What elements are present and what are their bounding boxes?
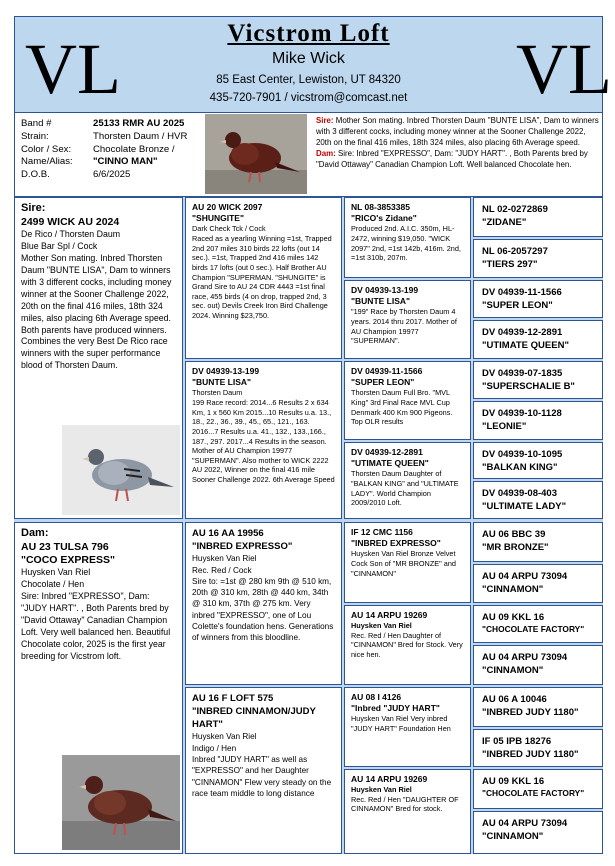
sire-description: Mother Son mating. Inbred Thorsten Daum "BUNTE LISA", Dam to winners with 3 different cocks, including money winner at the Sooner Challenge 2022, 20th on the final 416 miles, 18th 324 miles, also placing 6th Average speed. Both parents have produced winners. Combines the very Best De Rico race winners with the super performance blood of Thorsten Daum.: [21, 252, 172, 371]
ancestor-band: DV 04939-10-1128: [482, 408, 562, 419]
field-label: Strain:: [21, 130, 49, 142]
gg-grandparent-13: [473, 687, 603, 727]
ancestor-description: "199" Race by Thorsten Daum 4 years. 2014 thru 2017. Mother of AU Champion 19977 "SUPERMAN".: [351, 307, 457, 346]
ancestor-name: "CINNAMON": [482, 584, 544, 596]
alias-value: "CINNO MAN": [93, 156, 158, 168]
great-grandparent-1: [344, 197, 471, 278]
ancestor-description: 199 Race record: 2014...6 Results 2 x 634 Km, 1 x 560 Km 2015...10 Results u.a. 13., 18., 22., 36., 39., 45., 65., 121., 163. 2016...7 Results u.a. 41., 132., 133.,166., 187., 297. 2017...4 Results in the season. Mother of AU Champion 19977 "SUPERMAN". Also mother to WICK 2222 AU 2022, Winner on the final 416 mile Sooner Challenge 2022. 6th Average Speed: [192, 398, 335, 485]
ancestor-description: Rec. Red / Hen Daughter of "CINNAMON" Bred for Stock. Very nice hen.: [351, 630, 463, 660]
color-sex-value: Chocolate Bronze /: [93, 143, 175, 155]
grandparent-sire-dam: [185, 361, 342, 519]
field-label: Name/Alias:: [21, 156, 73, 168]
ancestor-strain: Huysken Van Riel: [192, 554, 257, 564]
ancestor-name: "CHOCOLATE FACTORY": [482, 624, 585, 635]
grandparent-sire-sire: [185, 197, 342, 359]
ancestor-band: DV 04939-07-1835: [482, 368, 563, 379]
gg-grandparent-1: [473, 197, 603, 237]
svg-text:VL: VL: [25, 29, 121, 109]
ancestor-name: "SUPER LEON": [351, 377, 415, 388]
ancestor-band: NL 02-0272869: [482, 204, 548, 215]
grandparent-dam-dam: [185, 687, 342, 854]
great-grandparent-2: [344, 280, 471, 359]
gg-grandparent-2: [473, 239, 603, 278]
loft-contact: 435-720-7901 / vicstrom@comcast.net: [209, 92, 408, 104]
grandparent-dam-sire: [185, 522, 342, 685]
ancestor-name: "CHOCOLATE FACTORY": [482, 788, 585, 799]
sire-strain: De Rico / Thorsten Daum: [21, 228, 121, 239]
ancestor-description: Thorsten Daum Full Bro. "MVL King" 3rd Final Race MVL Cup Denmark 400 Km 900 Pigeons. Top OLR results: [351, 388, 453, 427]
gg-grandparent-5: [473, 361, 603, 399]
ancestor-color-sex: Dark Check Tck / Cock: [192, 224, 266, 234]
ancestor-color-sex: Indigo / Hen: [192, 743, 237, 753]
ancestor-band: DV 04939-13-199: [192, 366, 260, 376]
field-label: Band #: [21, 118, 52, 129]
dam-name: "COCO EXPRESS": [21, 553, 115, 566]
great-grandparent-4: [344, 442, 471, 519]
ancestor-band: AU 04 ARPU 73094: [482, 571, 568, 582]
gg-grandparent-15: [473, 769, 603, 809]
great-grandparent-8: [344, 769, 471, 854]
ancestor-band: AU 06 BBC 39: [482, 529, 546, 540]
dam-note-text: Sire: Inbred "EXPRESSO", Dam: "JUDY HART". , Both Parents bred by "David Ottaway" Canadian Champion Loft. Well balanced Chocolate hen.: [316, 148, 588, 169]
ancestor-band: AU 04 ARPU 73094: [482, 652, 568, 663]
gg-grandparent-8: [473, 481, 603, 519]
dam-note-label: Dam:: [316, 148, 336, 158]
ancestor-name: "CINNAMON": [482, 665, 544, 677]
band-value: 25133 RMR AU 2025: [93, 118, 185, 129]
great-grandparent-6: [344, 605, 471, 685]
sire-color-sex: Blue Bar Spl / Cock: [21, 240, 98, 251]
ancestor-name: "UTIMATE QUEEN": [482, 340, 569, 352]
owner-name: Mike Wick: [272, 50, 345, 67]
strain-value: Thorsten Daum / HVR: [93, 130, 188, 142]
sire-heading: Sire:: [21, 202, 46, 214]
loft-title: Vicstrom Loft: [227, 20, 390, 47]
ancestor-strain: Huysken Van Riel: [351, 785, 412, 795]
ancestor-name: "Inbred "JUDY HART": [351, 703, 440, 714]
ancestor-band: NL 06-2057297: [482, 246, 548, 257]
ancestor-strain: Huysken Van Riel: [192, 732, 257, 742]
ancestor-description: Inbred "JUDY HART" as well as "EXPRESSO" and her Daughter "CINNAMON" Flew very steady on the race team middle to long distance: [192, 754, 332, 798]
great-grandparent-5: [344, 522, 471, 603]
ancestor-band: AU 09 KKL 16: [482, 612, 545, 623]
ancestor-strain: Thorsten Daum: [192, 388, 243, 398]
ancestor-name: "SUPERSCHALIE B": [482, 381, 575, 393]
ancestor-name: "INBRED EXPRESSO": [192, 541, 293, 553]
ancestor-name: "TIERS 297": [482, 259, 538, 271]
dam-color-sex: Chocolate / Hen: [21, 578, 85, 589]
ancestor-name: "ZIDANE": [482, 217, 527, 229]
ancestor-name: "SHUNGITE": [192, 213, 244, 224]
ancestor-description: Raced as a yearling Winning =1st, Trapped 2nd 207 miles 310 birds 22 lofts (out 14 sec.). =1st, Trapped 2nd 416 miles 142 birds 17 lofts (out 0 sec.). Half Brother AU Champion "SUPERMAN. "SHUNGITE" is Grand Sire to AU 24 CDR 4443 =1st final race, 455 birds (4 on drop, trapped 2nd, 3 sec. out) Devils Creek Iron Bird Challenge 2024. Winning $23,750.: [192, 234, 332, 321]
ancestor-band: AU 14 ARPU 19269: [351, 774, 428, 784]
ancestor-name: "INBRED JUDY 1180": [482, 749, 579, 761]
gg-grandparent-14: [473, 729, 603, 767]
ancestor-description: Huysken Van Riel Bronze Velvet Cock Son of "MR BRONZE" and "CINNAMON": [351, 549, 456, 578]
ancestor-name: "INBRED CINNAMON/JUDY HART": [192, 706, 316, 731]
ancestor-strain: Huysken Van Riel: [351, 621, 412, 631]
ancestor-name: "RICO's Zidane": [351, 213, 417, 224]
dam-heading: Dam:: [21, 527, 49, 539]
ancestor-description: Produced 2nd. A.I.C. 350m, HL-2472, winning $19,050. "WICK 2097" 2nd, =1st 142b, 416m. 2nd, =1st 310b, 207m.: [351, 224, 461, 263]
great-grandparent-7: [344, 687, 471, 767]
gg-grandparent-12: [473, 645, 603, 685]
ancestor-band: DV 04939-11-1566: [351, 366, 423, 376]
sire-band: 2499 WICK AU 2024: [21, 215, 120, 228]
ancestor-name: "MR BRONZE": [482, 542, 549, 554]
ancestor-name: "BUNTE LISA": [351, 296, 411, 307]
ancestor-band: AU 09 KKL 16: [482, 776, 545, 787]
ancestor-band: AU 16 AA 19956: [192, 528, 264, 539]
dam-bird-photo-icon: [62, 755, 180, 850]
dam-description: Sire: Inbred "EXPRESSO", Dam: "JUDY HART". , Both Parents bred by "David Ottaway" Canadian Champion Loft. Very well balanced hen. Beautiful Chocolate color, 2025 is the first year breeding for Vicstrom loft.: [21, 590, 171, 661]
ancestor-band: AU 08 I 4126: [351, 692, 402, 702]
ancestor-band: AU 14 ARPU 19269: [351, 610, 428, 620]
sire-note-text: Mother Son mating. Inbred Thorsten Daum "BUNTE LISA", Dam to winners with 3 different cocks, including money winner at the Sooner Challenge 2022, 20th on the final 416 miles, 18th 324 miles, also placing 6th Average speed.: [316, 116, 599, 147]
ancestor-color-sex: Rec. Red / Cock: [192, 565, 252, 575]
gg-grandparent-7: [473, 442, 603, 479]
great-grandparent-3: [344, 361, 471, 440]
ancestor-band: DV 04939-10-1095: [482, 449, 563, 460]
ancestor-band: DV 04939-12-2891: [351, 447, 423, 457]
gg-grandparent-4: [473, 320, 603, 359]
ancestor-band: AU 04 ARPU 73094: [482, 818, 568, 829]
ancestor-band: AU 20 WICK 2097: [192, 202, 263, 212]
ancestor-band: AU 06 A 10046: [482, 694, 547, 705]
ancestor-band: DV 04939-08-403: [482, 488, 557, 499]
subject-bird-photo-icon: [205, 114, 307, 194]
dam-band: AU 23 TULSA 796: [21, 540, 109, 553]
gg-grandparent-16: [473, 811, 603, 854]
gg-grandparent-6: [473, 401, 603, 440]
ancestor-description: Rec. Red / Hen "DAUGHTER OF CINNAMON" Bred for stock.: [351, 794, 459, 814]
ancestor-description: Huysken Van Riel Very inbred "JUDY HART" Foundation Hen: [351, 714, 451, 734]
ancestor-name: "UTIMATE QUEEN": [351, 458, 429, 469]
gg-grandparent-9: [473, 522, 603, 562]
loft-address: 85 East Center, Lewiston, UT 84320: [216, 74, 401, 86]
ancestor-band: DV 04939-12-2891: [482, 327, 563, 338]
ancestor-band: NL 08-3853385: [351, 202, 410, 212]
ancestor-band: DV 04939-13-199: [351, 285, 419, 295]
gg-grandparent-11: [473, 605, 603, 643]
ancestor-name: "SUPER LEON": [482, 300, 553, 312]
sire-bird-photo-icon: [62, 425, 180, 515]
header-banner: [14, 16, 612, 113]
gg-grandparent-10: [473, 564, 603, 603]
ancestor-band: IF 05 IPB 18276: [482, 736, 552, 747]
ancestor-name: "INBRED EXPRESSO": [351, 538, 441, 549]
field-label: D.O.B.: [21, 169, 50, 180]
ancestor-name: "LEONIE": [482, 421, 527, 433]
ancestor-band: DV 04939-11-1566: [482, 287, 562, 298]
ancestor-name: "BUNTE LISA": [192, 377, 252, 388]
ancestor-name: "ULTIMATE LADY": [482, 501, 567, 513]
svg-text:VL: VL: [516, 29, 612, 109]
field-label: Color / Sex:: [21, 143, 72, 155]
ancestor-name: "INBRED JUDY 1180": [482, 707, 579, 719]
ancestor-band: IF 12 CMC 1156: [351, 527, 413, 537]
ancestor-description: Sire to: =1st @ 280 km 9th @ 510 km, 20th @ 310 km, 28th @ 440 km, 34th @ 310 km, 37th @ 275 km. Very inbred "EXPRESSO", one of Lou Colette's foundation hens. Generations of winners from this bloodline.: [192, 576, 334, 643]
ancestor-name: "BALKAN KING": [482, 462, 558, 474]
dob-value: 6/6/2025: [93, 169, 131, 180]
ancestor-description: Thorsten Daum Daughter of "BALKAN KING" and "ULTIMATE LADY". World Champion 2009/2010 Loft.: [351, 469, 459, 508]
subject-fields: [21, 118, 221, 182]
gg-grandparent-3: [473, 280, 603, 318]
ancestor-name: "CINNAMON": [482, 831, 544, 843]
ancestor-band: AU 16 F LOFT 575: [192, 693, 274, 704]
sire-note-label: Sire:: [316, 116, 334, 125]
dam-strain: Huysken Van Riel: [21, 567, 91, 577]
subject-pedigree-notes: [316, 116, 600, 171]
